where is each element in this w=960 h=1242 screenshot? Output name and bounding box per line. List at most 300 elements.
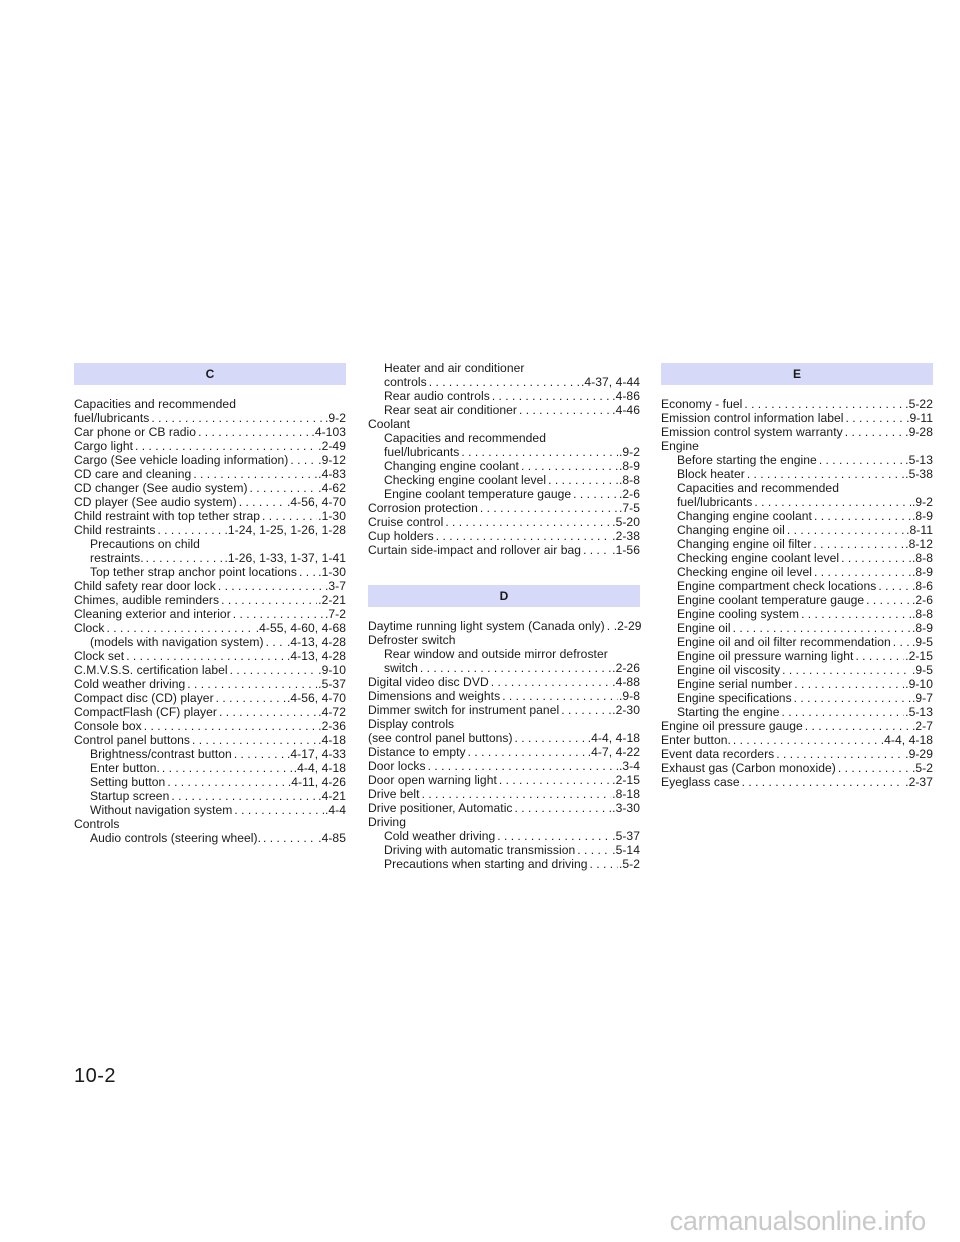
index-term: Enter button. bbox=[661, 733, 731, 747]
index-pages: .4-4 bbox=[324, 803, 346, 817]
index-entry bbox=[74, 747, 346, 761]
dot-leader bbox=[260, 509, 317, 523]
index-entry bbox=[661, 593, 933, 607]
index-entry bbox=[74, 425, 346, 439]
dot-leader bbox=[517, 403, 611, 417]
index-term: Engine specifications bbox=[677, 691, 792, 705]
index-term: Engine oil pressure warning light bbox=[677, 649, 854, 663]
index-term: Event data recorders bbox=[661, 747, 775, 761]
index-pages: .5-2 bbox=[911, 761, 933, 775]
index-term: Clock set bbox=[74, 649, 125, 663]
index-list-c-continued bbox=[368, 361, 640, 557]
index-entry bbox=[74, 775, 346, 789]
index-entry bbox=[368, 661, 640, 675]
dot-leader bbox=[740, 775, 905, 789]
index-entry bbox=[661, 663, 933, 677]
index-pages: .8-9 bbox=[911, 509, 933, 523]
index-entry bbox=[661, 677, 933, 691]
index-pages: .4-46 bbox=[612, 403, 640, 417]
section-letter-c: C bbox=[205, 367, 215, 381]
index-entry bbox=[368, 459, 640, 473]
index-term: Emission control system warranty bbox=[661, 425, 843, 439]
index-entry bbox=[368, 745, 640, 759]
dot-leader bbox=[792, 691, 911, 705]
dot-leader bbox=[489, 675, 611, 689]
dot-leader bbox=[495, 829, 611, 843]
index-term: Capacities and recommended bbox=[677, 481, 839, 495]
index-term: Cup holders bbox=[368, 529, 434, 543]
index-pages: .1-24, 1-25, 1-26, 1-28 bbox=[224, 523, 346, 537]
index-pages: .1-30 bbox=[318, 565, 346, 579]
index-entry bbox=[74, 677, 346, 691]
dot-leader bbox=[133, 439, 317, 453]
index-term: Brightness/contrast button bbox=[90, 747, 232, 761]
index-entry bbox=[368, 857, 640, 871]
index-entry bbox=[661, 565, 933, 579]
index-term: Engine bbox=[661, 439, 699, 453]
index-term: Cleaning exterior and interior bbox=[74, 607, 231, 621]
index-pages: .5-38 bbox=[905, 467, 933, 481]
index-entry bbox=[368, 829, 640, 843]
index-entry bbox=[368, 759, 640, 773]
index-pages: .4-17, 4-33 bbox=[286, 747, 346, 761]
index-entry bbox=[368, 801, 640, 815]
index-entry bbox=[368, 619, 640, 633]
index-entry bbox=[661, 719, 933, 733]
index-term: Dimensions and weights bbox=[368, 689, 501, 703]
watermark: carmanualsonline.info bbox=[669, 1206, 926, 1236]
dot-leader bbox=[811, 537, 904, 551]
index-pages: .2-6 bbox=[618, 487, 640, 501]
index-pages: .4-56, 4-70 bbox=[286, 691, 346, 705]
index-entry bbox=[74, 481, 346, 495]
index-entry bbox=[661, 523, 933, 537]
index-pages: .9-10 bbox=[905, 677, 933, 691]
index-pages: .9-5 bbox=[911, 663, 933, 677]
index-term: Coolant bbox=[368, 417, 411, 431]
dot-leader bbox=[216, 579, 324, 593]
index-entry bbox=[74, 565, 346, 579]
index-pages: .8-8 bbox=[911, 551, 933, 565]
index-entry bbox=[74, 691, 346, 705]
dot-leader bbox=[142, 719, 317, 733]
index-pages: .4-13, 4-28 bbox=[286, 635, 346, 649]
index-pages: .8-6 bbox=[911, 579, 933, 593]
dot-leader bbox=[217, 705, 317, 719]
index-term: Corrosion protection bbox=[368, 501, 478, 515]
index-entry bbox=[74, 551, 346, 565]
section-header-e bbox=[661, 363, 933, 385]
index-entry bbox=[74, 719, 346, 733]
dot-leader bbox=[420, 787, 612, 801]
index-term: Child restraints bbox=[74, 523, 156, 537]
index-term: Drive belt bbox=[368, 787, 420, 801]
index-entry bbox=[368, 417, 640, 431]
index-term: Engine coolant temperature gauge bbox=[384, 487, 572, 501]
dot-leader bbox=[774, 747, 904, 761]
index-entry bbox=[368, 843, 640, 857]
index-term: Rear seat air conditioner bbox=[384, 403, 518, 417]
index-pages: .9-2 bbox=[324, 411, 346, 425]
index-term: Changing engine coolant bbox=[677, 509, 812, 523]
index-entry bbox=[74, 733, 346, 747]
index-entry bbox=[74, 411, 346, 425]
index-term: fuel/lubricants bbox=[74, 411, 150, 425]
index-entry bbox=[74, 537, 346, 551]
index-entry bbox=[368, 389, 640, 403]
index-pages: .2-49 bbox=[318, 439, 346, 453]
index-pages: .8-8 bbox=[911, 607, 933, 621]
index-term: Compact disc (CD) player bbox=[74, 691, 214, 705]
dot-leader bbox=[237, 495, 286, 509]
index-pages: .9-12 bbox=[318, 453, 346, 467]
index-entry bbox=[368, 403, 640, 417]
index-term: Audio controls (steering wheel). bbox=[90, 831, 261, 845]
index-term: CompactFlash (CF) player bbox=[74, 705, 218, 719]
index-entry bbox=[661, 775, 933, 789]
index-term: Startup screen bbox=[90, 789, 170, 803]
index-term: Daytime running light system (Canada only) bbox=[368, 619, 605, 633]
index-entry bbox=[661, 425, 933, 439]
index-entry bbox=[368, 375, 640, 389]
index-pages: .4-62 bbox=[318, 481, 346, 495]
index-entry bbox=[368, 515, 640, 529]
dot-leader bbox=[731, 621, 911, 635]
index-pages: .2-21 bbox=[318, 593, 346, 607]
index-entry bbox=[368, 689, 640, 703]
index-entry bbox=[74, 803, 346, 817]
index-term: Cold weather driving bbox=[74, 677, 186, 691]
index-entry bbox=[74, 621, 346, 635]
dot-leader bbox=[864, 593, 911, 607]
index-pages: .3-30 bbox=[612, 801, 640, 815]
dot-leader bbox=[839, 551, 911, 565]
index-entry bbox=[368, 787, 640, 801]
index-pages: .3-7 bbox=[324, 579, 346, 593]
index-term: Engine serial number bbox=[677, 677, 793, 691]
index-list-d bbox=[368, 619, 640, 871]
index-entry bbox=[74, 831, 346, 845]
index-pages: .9-29 bbox=[905, 747, 933, 761]
index-term: Economy - fuel bbox=[661, 397, 743, 411]
dot-leader bbox=[876, 579, 911, 593]
index-term: switch bbox=[384, 661, 418, 675]
dot-leader bbox=[817, 453, 904, 467]
dot-leader bbox=[581, 543, 611, 557]
index-term: Clock bbox=[74, 621, 105, 635]
index-pages: .8-18 bbox=[612, 787, 640, 801]
index-pages: .4-86 bbox=[612, 389, 640, 403]
index-term: Control panel buttons bbox=[74, 733, 191, 747]
index-pages: .8-9 bbox=[911, 621, 933, 635]
dot-leader bbox=[297, 565, 317, 579]
dot-leader bbox=[169, 789, 317, 803]
index-entry bbox=[74, 453, 346, 467]
index-term: CD care and cleaning bbox=[74, 467, 192, 481]
index-pages: .4-4, 4-18 bbox=[880, 733, 933, 747]
index-entry bbox=[661, 411, 933, 425]
index-term: Top tether strap anchor point locations bbox=[90, 565, 297, 579]
index-pages: .5-13 bbox=[905, 453, 933, 467]
index-entry bbox=[368, 703, 640, 717]
index-entry bbox=[661, 733, 933, 747]
index-entry bbox=[74, 495, 346, 509]
index-term: Console box bbox=[74, 719, 142, 733]
dot-leader bbox=[434, 529, 611, 543]
index-entry bbox=[661, 453, 933, 467]
index-entry bbox=[661, 607, 933, 621]
index-entry bbox=[661, 509, 933, 523]
index-term: Drive positioner, Automatic bbox=[368, 801, 513, 815]
index-entry bbox=[74, 593, 346, 607]
index-pages: .8-9 bbox=[911, 565, 933, 579]
index-entry bbox=[661, 439, 933, 453]
dot-leader bbox=[232, 803, 324, 817]
dot-leader bbox=[785, 523, 905, 537]
index-pages: .2-15 bbox=[612, 773, 640, 787]
index-term: Capacities and recommended bbox=[74, 397, 236, 411]
index-pages: .4-11, 4-26 bbox=[287, 775, 346, 789]
index-pages: .4-56, 4-70 bbox=[286, 495, 346, 509]
index-entry bbox=[74, 789, 346, 803]
index-term: C.M.V.S.S. certification label bbox=[74, 663, 228, 677]
index-entry bbox=[74, 439, 346, 453]
index-term: Distance to empty bbox=[368, 745, 466, 759]
index-term: Dimmer switch for instrument panel bbox=[368, 703, 560, 717]
dot-leader bbox=[248, 481, 318, 495]
index-pages: .9-2 bbox=[911, 495, 933, 509]
dot-leader bbox=[803, 719, 911, 733]
index-term: Cold weather driving bbox=[384, 829, 496, 843]
index-entry bbox=[661, 537, 933, 551]
dot-leader bbox=[779, 705, 904, 719]
index-pages: .9-28 bbox=[905, 425, 933, 439]
index-term: Before starting the engine bbox=[677, 453, 817, 467]
index-term: Car phone or CB radio bbox=[74, 425, 197, 439]
index-pages: .7-2 bbox=[324, 607, 346, 621]
index-term: Engine compartment check locations bbox=[677, 579, 877, 593]
index-pages: .2-38 bbox=[612, 529, 640, 543]
dot-leader bbox=[165, 775, 287, 789]
index-term: Defroster switch bbox=[368, 633, 456, 647]
dot-leader bbox=[844, 411, 906, 425]
index-pages: .4-18 bbox=[318, 733, 346, 747]
index-term: Checking engine coolant level bbox=[677, 551, 840, 565]
index-term: Precautions on child bbox=[90, 537, 200, 551]
index-entry bbox=[74, 761, 346, 775]
index-entry bbox=[368, 815, 640, 829]
index-term: Cruise control bbox=[368, 515, 444, 529]
index-term: Driving with automatic transmission bbox=[384, 843, 576, 857]
dot-leader bbox=[288, 453, 317, 467]
index-entry bbox=[661, 761, 933, 775]
dot-leader bbox=[812, 509, 911, 523]
index-pages: .5-20 bbox=[612, 515, 640, 529]
index-term: Checking engine oil level bbox=[677, 565, 813, 579]
index-pages: .4-72 bbox=[318, 705, 346, 719]
dot-leader bbox=[500, 689, 618, 703]
index-term: Changing engine oil bbox=[677, 523, 785, 537]
dot-leader bbox=[191, 467, 317, 481]
dot-leader bbox=[155, 523, 223, 537]
dot-leader bbox=[232, 747, 286, 761]
index-entry bbox=[368, 487, 640, 501]
dot-leader bbox=[559, 703, 611, 717]
index-term: restraints. bbox=[90, 551, 144, 565]
index-term: Door open warning light bbox=[368, 773, 497, 787]
index-term: CD player (See audio system) bbox=[74, 495, 237, 509]
index-pages: .4-21 bbox=[318, 789, 346, 803]
dot-leader bbox=[190, 733, 317, 747]
index-pages: .2-26 bbox=[612, 661, 640, 675]
index-entry bbox=[661, 467, 933, 481]
index-term: Exhaust gas (Carbon monoxide) bbox=[661, 761, 836, 775]
index-pages: .8-12 bbox=[905, 537, 933, 551]
section-letter-e: E bbox=[792, 367, 801, 381]
index-pages: .9-8 bbox=[618, 689, 640, 703]
dot-leader bbox=[261, 831, 317, 845]
index-term: Capacities and recommended bbox=[384, 431, 546, 445]
index-pages: .4-7, 4-22 bbox=[587, 745, 640, 759]
index-term: Engine oil pressure gauge bbox=[661, 719, 803, 733]
index-term: Door locks bbox=[368, 759, 426, 773]
index-pages: .7-5 bbox=[618, 501, 640, 515]
index-pages: .4-4, 4-18 bbox=[587, 731, 640, 745]
index-term: Child safety rear door lock bbox=[74, 579, 216, 593]
dot-leader bbox=[214, 691, 286, 705]
dot-leader bbox=[571, 487, 618, 501]
index-term: Changing engine coolant bbox=[384, 459, 519, 473]
index-pages: .9-7 bbox=[911, 691, 933, 705]
index-entry bbox=[74, 607, 346, 621]
index-term: Controls bbox=[74, 817, 120, 831]
dot-leader bbox=[752, 495, 911, 509]
index-term: controls bbox=[384, 375, 427, 389]
index-pages: .2-7 bbox=[911, 719, 933, 733]
index-pages: .2-6 bbox=[911, 593, 933, 607]
index-term: Emission control information label bbox=[661, 411, 844, 425]
index-entry bbox=[74, 649, 346, 663]
index-term: Engine oil viscosity bbox=[677, 663, 781, 677]
index-pages: .2-36 bbox=[318, 719, 346, 733]
index-term: fuel/lubricants bbox=[384, 445, 460, 459]
index-entry bbox=[74, 467, 346, 481]
dot-leader bbox=[891, 635, 911, 649]
dot-leader bbox=[513, 731, 587, 745]
index-term: Engine oil bbox=[677, 621, 731, 635]
dot-leader bbox=[836, 761, 911, 775]
index-pages: .1-26, 1-33, 1-37, 1-41 bbox=[224, 551, 346, 565]
index-entry bbox=[368, 473, 640, 487]
dot-leader bbox=[264, 635, 286, 649]
section-header-c bbox=[74, 363, 346, 385]
dot-leader bbox=[546, 473, 618, 487]
index-term: Driving bbox=[368, 815, 406, 829]
index-pages: .4-37, 4-44 bbox=[580, 375, 640, 389]
dot-leader bbox=[745, 467, 904, 481]
index-entry bbox=[661, 397, 933, 411]
index-pages: .4-83 bbox=[318, 467, 346, 481]
index-entry bbox=[661, 621, 933, 635]
index-term: fuel/lubricants bbox=[677, 495, 753, 509]
index-pages: .9-5 bbox=[911, 635, 933, 649]
index-pages: .4-103 bbox=[311, 425, 346, 439]
index-pages: .5-2 bbox=[618, 857, 640, 871]
index-entry bbox=[661, 705, 933, 719]
index-entry bbox=[74, 705, 346, 719]
index-term: Cargo light bbox=[74, 439, 134, 453]
index-pages: .5-14 bbox=[612, 843, 640, 857]
dot-leader bbox=[605, 619, 613, 633]
index-pages: .4-88 bbox=[612, 675, 640, 689]
index-term: Setting button bbox=[90, 775, 166, 789]
index-pages: .2-30 bbox=[612, 703, 640, 717]
index-term: CD changer (See audio system) bbox=[74, 481, 248, 495]
index-term: Engine cooling system bbox=[677, 607, 800, 621]
index-entry bbox=[74, 817, 346, 831]
dot-leader bbox=[231, 607, 324, 621]
dot-leader bbox=[105, 621, 255, 635]
dot-leader bbox=[497, 773, 611, 787]
dot-leader bbox=[426, 759, 618, 773]
index-list-e bbox=[661, 397, 933, 789]
index-term: Cargo (See vehicle loading information) bbox=[74, 453, 289, 467]
dot-leader bbox=[799, 607, 911, 621]
index-entry bbox=[661, 495, 933, 509]
index-entry bbox=[661, 579, 933, 593]
index-term: Rear audio controls bbox=[384, 389, 490, 403]
dot-leader bbox=[466, 745, 587, 759]
index-pages: .8-8 bbox=[618, 473, 640, 487]
index-pages: .5-37 bbox=[612, 829, 640, 843]
dot-leader bbox=[478, 501, 618, 515]
index-entry bbox=[368, 501, 640, 515]
index-term: Engine oil and oil filter recommendation bbox=[677, 635, 891, 649]
page-number: 10-2 bbox=[74, 1065, 117, 1087]
index-entry bbox=[368, 717, 640, 731]
index-term: Display controls bbox=[368, 717, 455, 731]
index-entry bbox=[661, 691, 933, 705]
index-pages: .3-4 bbox=[618, 759, 640, 773]
index-entry bbox=[368, 773, 640, 787]
dot-leader bbox=[780, 663, 911, 677]
index-term: Without navigation system bbox=[90, 803, 233, 817]
index-entry bbox=[74, 397, 346, 411]
dot-leader bbox=[575, 843, 611, 857]
index-entry bbox=[368, 431, 640, 445]
dot-leader bbox=[443, 515, 611, 529]
index-pages: .2-37 bbox=[905, 775, 933, 789]
index-pages: .2-15 bbox=[905, 649, 933, 663]
index-pages: .4-85 bbox=[318, 831, 346, 845]
index-pages: .8-9 bbox=[618, 459, 640, 473]
index-pages: .2-29 bbox=[613, 619, 642, 633]
dot-leader bbox=[843, 425, 904, 439]
index-pages: .9-10 bbox=[318, 663, 346, 677]
index-entry bbox=[74, 635, 346, 649]
dot-leader bbox=[792, 677, 904, 691]
dot-leader bbox=[731, 733, 880, 747]
index-entry bbox=[661, 635, 933, 649]
index-term: (see control panel buttons) bbox=[368, 731, 513, 745]
index-term: Checking engine coolant level bbox=[384, 473, 547, 487]
index-pages: .4-4, 4-18 bbox=[293, 761, 346, 775]
index-term: Chimes, audible reminders bbox=[74, 593, 220, 607]
dot-leader bbox=[588, 857, 618, 871]
index-entry bbox=[661, 551, 933, 565]
dot-leader bbox=[185, 677, 317, 691]
index-term: Rear window and outside mirror defroster bbox=[384, 647, 608, 661]
